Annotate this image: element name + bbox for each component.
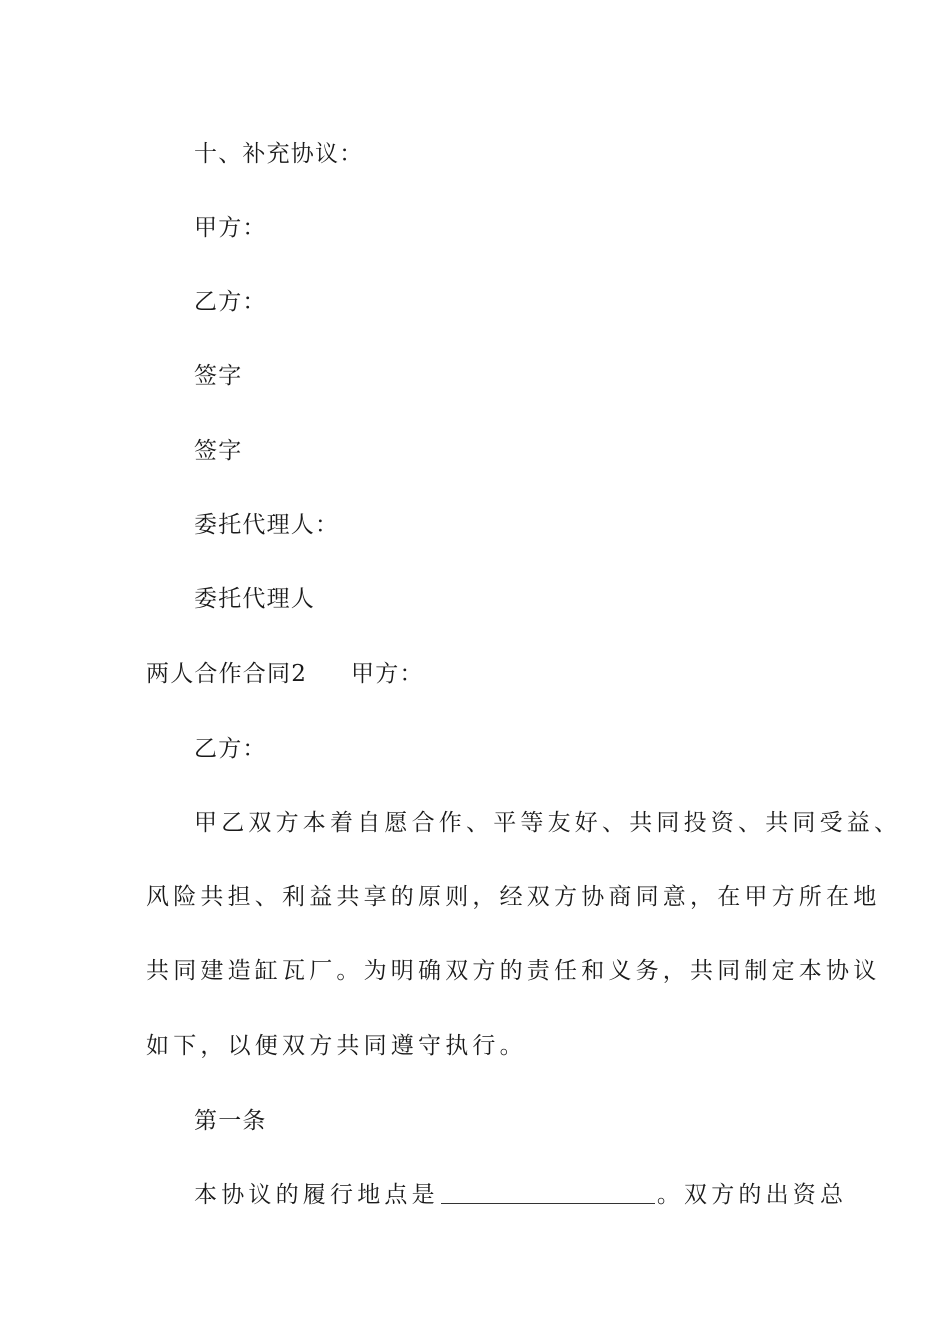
- paragraph-line-2: 风险共担、利益共享的原则，经双方协商同意，在甲方所在地: [146, 884, 881, 910]
- paragraph-line-4: 如下，以便双方共同遵守执行。: [146, 1033, 527, 1059]
- party-b-label-2: 乙方：: [194, 736, 267, 762]
- party-a-label-2: 甲方：: [351, 661, 424, 687]
- party-b-label: 乙方：: [194, 289, 267, 315]
- article-one-text-end: 。双方的出资总: [656, 1182, 848, 1208]
- signature-label-a: 签字: [194, 363, 243, 389]
- contract-title: 两人合作合同2: [146, 661, 308, 687]
- agent-label-a: 委托代理人：: [194, 512, 340, 538]
- contract-title-line: [146, 659, 424, 689]
- location-blank-field[interactable]: [441, 1183, 655, 1204]
- article-one-text: [194, 1180, 847, 1210]
- party-a-label: 甲方：: [194, 215, 267, 241]
- article-one-text-start: 本协议的履行地点是: [194, 1182, 439, 1208]
- article-one-heading: 第一条: [194, 1108, 267, 1134]
- paragraph-line-3: 共同建造缸瓦厂。为明确双方的责任和义务，共同制定本协议: [146, 958, 881, 984]
- signature-label-b: 签字: [194, 438, 243, 464]
- paragraph-line-1: 甲乙双方本着自愿合作、平等友好、共同投资、共同受益、: [194, 810, 902, 836]
- agent-label-b: 委托代理人: [194, 586, 315, 612]
- section-heading-supplementary: 十、补充协议：: [194, 141, 364, 167]
